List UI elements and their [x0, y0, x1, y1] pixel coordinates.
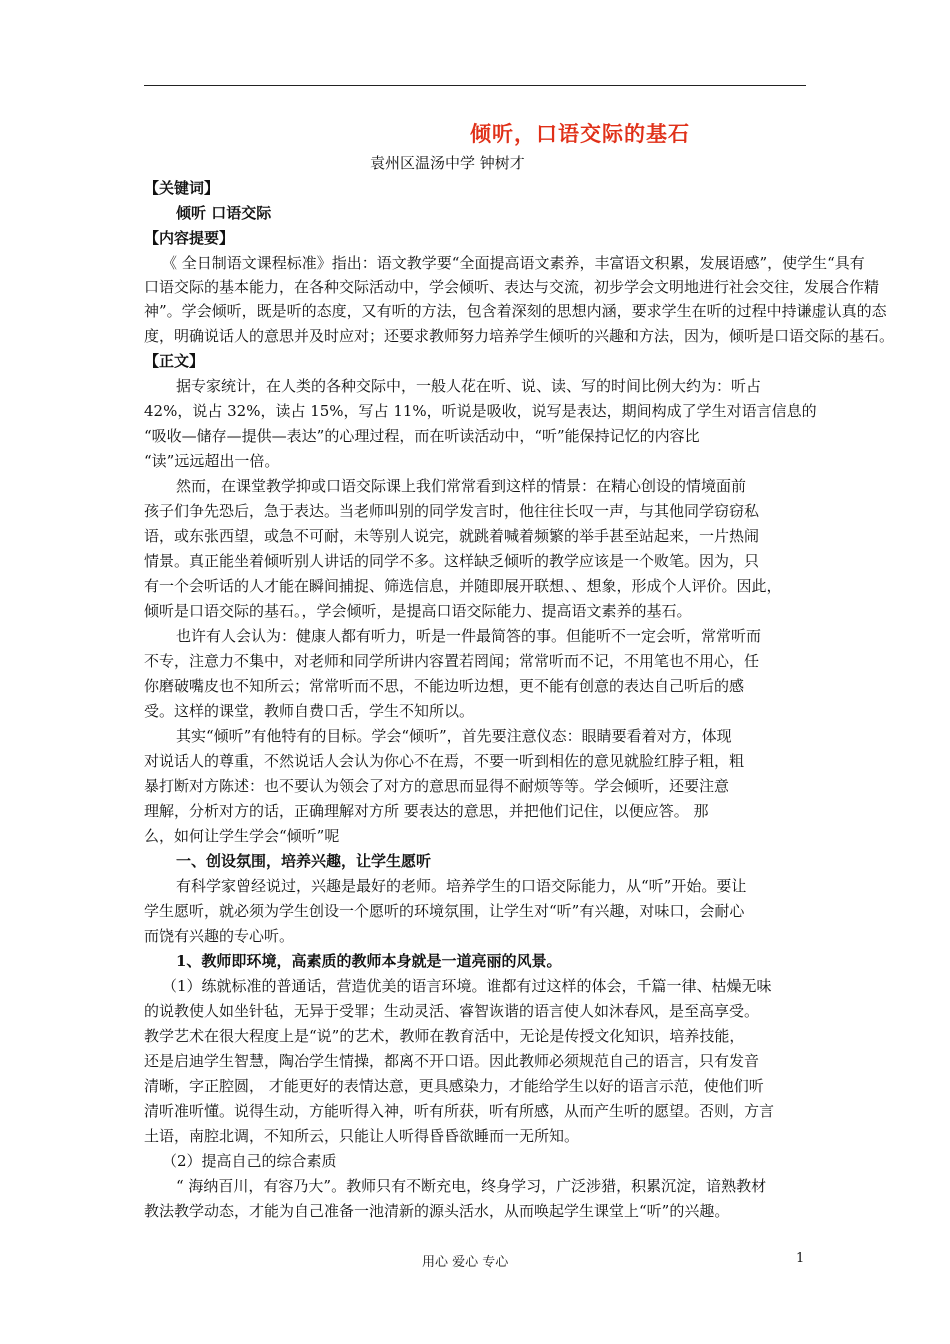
- text-line: 度，明确说话人的意思并及时应对；还要求教师努力培养学生倾听的兴趣和方法，因为，倾听是口语交际的基石。: [144, 327, 895, 345]
- footer-motto: 用心 爱心 专心: [422, 1255, 509, 1270]
- text-line: 《 全日制语文课程标准》指出：语文教学要“全面提高语文素养，丰富语文积累，发展语感”，使学生“具有: [162, 254, 865, 272]
- text-line: 你磨破嘴皮也不知所云；常常听而不思，不能边听边想，更不能有创意的表达自己听后的感: [144, 677, 745, 695]
- text-line: “ 海纳百川，有容乃大”。教师只有不断充电，终身学习，广泛涉猎，积累沉淀，谙熟教材: [176, 1177, 767, 1195]
- text-line: 一、创设氛围，培养兴趣，让学生愿听: [176, 852, 432, 870]
- text-line: 理解，分析对方的话，正确理解对方所 要表达的意思，并把他们记住，以便应答。 那: [144, 802, 709, 820]
- text-line: 【正文】: [144, 352, 205, 370]
- text-line: 口语交际的基本能力，在各种交际活动中，学会倾听、表达与交流，初步学会文明地进行社会交往，发展合作精: [144, 278, 880, 296]
- text-line: 42%，说占 32%，读占 15%，写占 11%，听说是吸收，说写是表达，期间构成了学生对语言信息的: [144, 402, 817, 420]
- text-line: 么，如何让学生学会“倾听”呢: [144, 827, 340, 845]
- text-line: 也许有人会认为：健康人都有听力，听是一件最简答的事。但能听不一定会听，常常听而: [176, 627, 762, 645]
- text-line: 其实“倾听”有他特有的目标。学会“倾听”，首先要注意仪态：眼睛要看着对方，体现: [176, 727, 732, 745]
- text-line: 据专家统计，在人类的各种交际中，一般人花在听、说、读、写的时间比例大约为：听占: [176, 377, 762, 395]
- text-line: 清听准听懂。说得生动，方能听得入神，听有所获，听有所感，从而产生听的愿望。否则，方言: [144, 1102, 775, 1120]
- text-line: 倾听是口语交际的基石。，学会倾听，是提高口语交际能力、提高语文素养的基石。: [144, 602, 692, 620]
- text-line: 教法教学动态，才能为自己准备一池清新的源头活水，从而唤起学生课堂上“听”的兴趣。: [144, 1202, 730, 1220]
- text-line: 土语，南腔北调，不知所云，只能让人听得昏昏欲睡而一无所知。: [144, 1127, 580, 1145]
- text-line: 有一个会听话的人才能在瞬间捕捉、筛选信息，并随即展开联想、、想象，形成个人评价。因此，: [144, 577, 782, 595]
- text-line: 的说教使人如坐针毡，无异于受罪；生动灵活、睿智诙谐的语言使人如沐春风，是至高享受。: [144, 1002, 760, 1020]
- text-line: “读”远远超出一倍。: [144, 452, 280, 470]
- text-line: 1、教师即环境，高素质的教师本身就是一道亮丽的风景。: [176, 952, 562, 970]
- text-line: 暴打断对方陈述：也不要认为领会了对方的意思而显得不耐烦等等。学会倾听，还要注意: [144, 777, 730, 795]
- text-line: 情景。真正能坐着倾听别人讲话的同学不多。这样缺乏倾听的教学应该是一个败笔。因为，只: [144, 552, 760, 570]
- text-line: 还是启迪学生智慧，陶冶学生情操，都离不开口语。因此教师必须规范自己的语言，只有发音: [144, 1052, 760, 1070]
- text-line: 不专，注意力不集中，对老师和同学所讲内容置若罔闻；常常听而不记，不用笔也不用心，任: [144, 652, 760, 670]
- text-line: （1）练就标准的普通话，营造优美的语言环境。谁都有过这样的体会，千篇一律、枯燥无味: [162, 977, 772, 995]
- text-line: 神”。学会倾听，既是听的态度，又有听的方法，包含着深刻的思想内涵，要求学生在听的过程中持谦虚认真的态: [144, 302, 887, 320]
- text-line: 倾听 口语交际: [176, 204, 272, 222]
- document-title: 倾听，口语交际的基石: [470, 121, 690, 146]
- text-line: 语，或东张西望，或急不可耐，未等别人说完，就跳着喊着频繁的举手甚至站起来，一片热闹: [144, 527, 760, 545]
- author-line: 袁州区温汤中学 钟树才: [370, 154, 525, 172]
- text-line: 受。这样的课堂，教师自费口舌，学生不知所以。: [144, 702, 475, 720]
- text-line: 对说话人的尊重，不然说话人会认为你心不在焉，不要一听到相佐的意见就脸红脖子粗，粗: [144, 752, 745, 770]
- text-line: 清晰，字正腔圆， 才能更好的表情达意，更具感染力，才能给学生以好的语言示范，使他们听: [144, 1077, 764, 1095]
- text-line: 【关键词】: [144, 179, 220, 197]
- text-line: 学生愿听，就必须为学生创设一个愿听的环境氛围，让学生对“听”有兴趣，对味口，会耐心: [144, 902, 745, 920]
- text-line: 而饶有兴趣的专心听。: [144, 927, 295, 945]
- text-line: “吸收—储存—提供—表达”的心理过程，而在听读活动中，“听”能保持记忆的内容比: [144, 427, 700, 445]
- text-line: 孩子们争先恐后，急于表达。当老师叫别的同学发言时，他往往长叹一声，与其他同学窃窃私: [144, 502, 760, 520]
- text-line: 教学艺术在很大程度上是“说”的艺术，教师在教育活中，无论是传授文化知识，培养技能，: [144, 1027, 745, 1045]
- text-line: 然而，在课堂教学抑或口语交际课上我们常常看到这样的情景：在精心创设的情境面前: [176, 477, 747, 495]
- page-number: 1: [796, 1251, 805, 1266]
- text-line: 【内容提要】: [144, 229, 235, 247]
- text-line: 有科学家曾经说过，兴趣是最好的老师。培养学生的口语交际能力，从“听”开始。要让: [176, 877, 747, 895]
- header-rule: [144, 85, 806, 86]
- text-line: （2）提高自己的综合素质: [162, 1152, 337, 1170]
